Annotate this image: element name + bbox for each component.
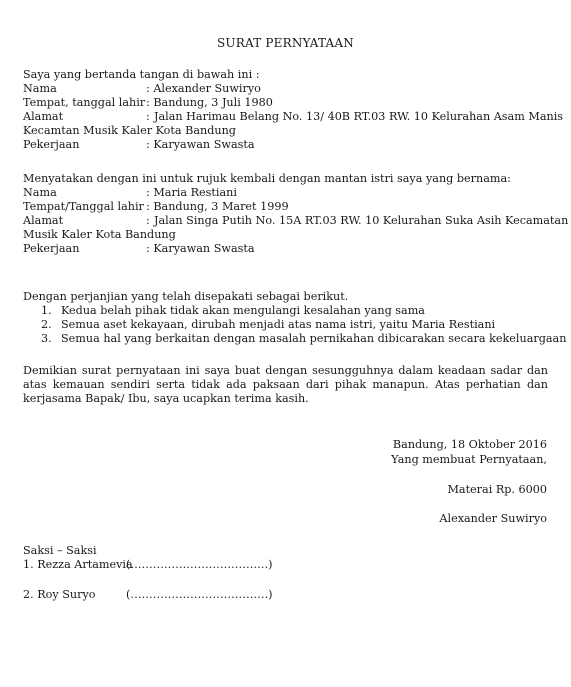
document-title: SURAT PERNYATAAN — [217, 36, 354, 50]
witnesses-section — [23, 544, 548, 602]
party1-section — [23, 68, 564, 152]
party1-job-row — [23, 138, 548, 152]
party1-address-cont: Kecamtan Musik Kaler Kota Bandung — [23, 124, 236, 137]
party2-name-row — [23, 186, 548, 200]
agreement-item: 2. Semua aset kekayaan, dirubah menjadi atas nama istri, yaitu Maria Restiani — [41, 318, 496, 331]
party2-name-label: Nama — [23, 186, 57, 199]
closing-paragraph: Demikian surat pernyataan ini saya buat dengan sesungguhnya dalam keadaan sadar dan atas kemauan sendiri serta tidak ada paksaan dari pihak manapun. Atas perhatian dan kerjasama Bapak/ Ibu, saya ucapkan terima kasih. — [23, 364, 548, 405]
party2-job-label: Pekerjaan — [23, 242, 80, 255]
party1-address-value: Jalan Harimau Belang No. 13/ 40B RT.03 RW. 10 Kelurahan Asam Manis — [154, 110, 564, 123]
party2-address-colon: : — [146, 214, 150, 227]
party2-address-label: Alamat — [23, 214, 64, 227]
party2-ttl-label: Tempat/Tanggal lahir — [23, 200, 144, 213]
party2-address-value: Jalan Singa Putih No. 15A RT.03 RW. 10 Kelurahan Suka Asih Kecamatan — [154, 214, 569, 227]
party1-address-row — [23, 110, 564, 124]
party1-job-value: : Karyawan Swasta — [146, 138, 255, 151]
party1-address-colon: : — [146, 110, 150, 123]
party1-ttl-value: : Bandung, 3 Juli 1980 — [146, 96, 273, 109]
witness-signature-line: (……………………………….) — [126, 588, 273, 601]
party2-address-cont: Musik Kaler Kota Bandung — [23, 228, 176, 241]
witness-name: 1. Rezza Artamevia — [23, 558, 133, 571]
signature-name: Alexander Suwiryo — [439, 512, 547, 525]
witness-row — [23, 588, 548, 602]
party2-intro: Menyatakan dengan ini untuk rujuk kembali dengan mantan istri saya yang bernama: — [23, 172, 511, 185]
signature-place-date: Bandung, 18 Oktober 2016 — [392, 438, 547, 451]
party2-name-value: : Maria Restiani — [146, 186, 237, 199]
witness-name: 2. Roy Suryo — [23, 588, 96, 601]
party1-name-value: : Alexander Suwiryo — [146, 82, 261, 95]
party2-address-row — [23, 214, 569, 228]
party2-job-row — [23, 242, 548, 256]
agreement-item: 3. Semua hal yang berkaitan dengan masalah pernikahan dibicarakan secara kekeluargaan — [41, 332, 567, 345]
party2-section — [23, 172, 569, 256]
witnesses-heading: Saksi – Saksi — [23, 544, 97, 557]
agreement-item: 1. Kedua belah pihak tidak akan mengulangi kesalahan yang sama — [41, 304, 425, 317]
party1-name-row — [23, 82, 548, 96]
party2-job-value: : Karyawan Swasta — [146, 242, 255, 255]
witness-row — [23, 558, 548, 572]
party2-ttl-value: : Bandung, 3 Maret 1999 — [146, 200, 289, 213]
agreement-list — [41, 304, 567, 346]
signature-stamp: Materai Rp. 6000 — [447, 483, 547, 496]
party1-name-label: Nama — [23, 82, 57, 95]
witness-signature-line: (……………………………….) — [126, 558, 273, 571]
party1-ttl-label: Tempat, tanggal lahir — [23, 96, 146, 109]
party1-job-label: Pekerjaan — [23, 138, 80, 151]
agreement-section — [23, 290, 567, 346]
signature-maker: Yang membuat Pernyataan, — [391, 453, 547, 466]
agreement-intro: Dengan perjanjian yang telah disepakati sebagai berikut. — [23, 290, 349, 303]
party1-ttl-row — [23, 96, 548, 110]
party1-address-label: Alamat — [23, 110, 64, 123]
party2-ttl-row — [23, 200, 548, 214]
party1-intro: Saya yang bertanda tangan di bawah ini : — [23, 68, 260, 81]
